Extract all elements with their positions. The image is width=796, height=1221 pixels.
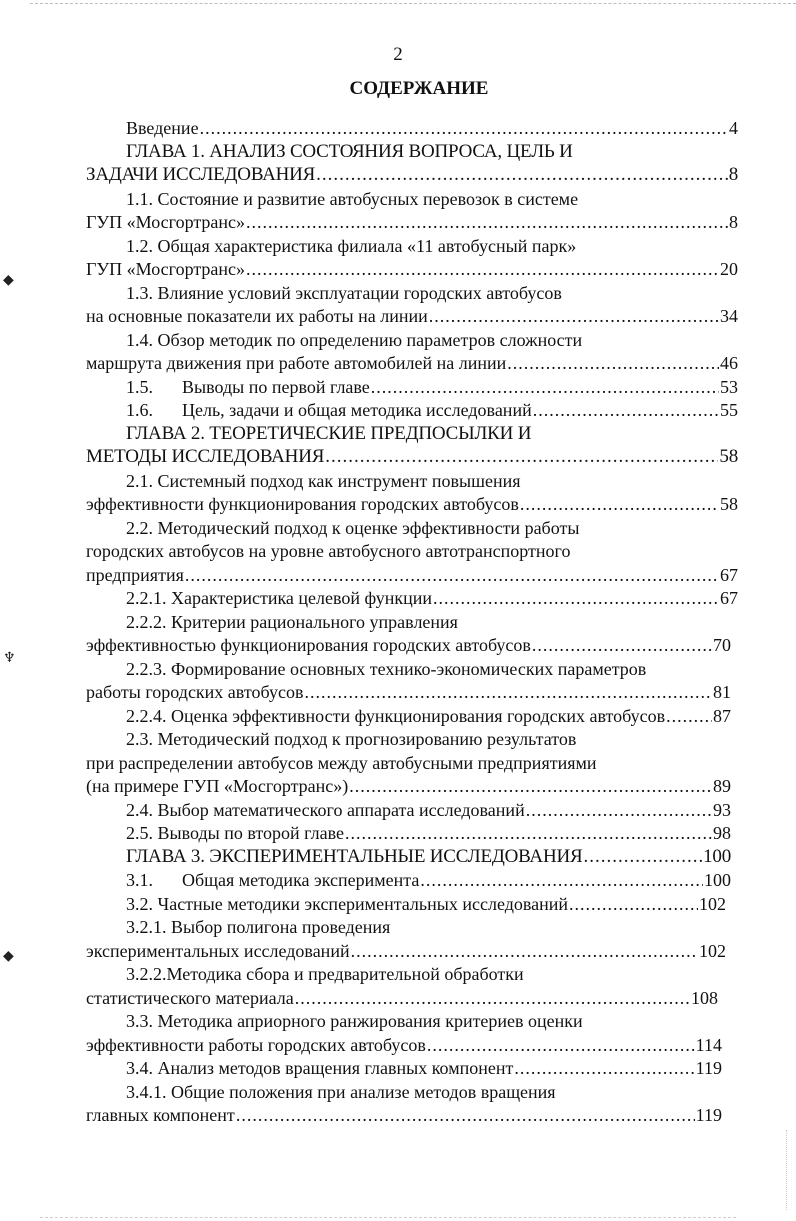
toc-entry-title: предприятия xyxy=(86,565,184,585)
toc-entry[interactable] xyxy=(126,915,746,939)
toc-entry[interactable] xyxy=(126,234,746,258)
toc-page-number: 108 xyxy=(691,988,718,1008)
toc-dot-leader xyxy=(185,563,719,587)
toc-dot-leader xyxy=(316,163,728,187)
toc-entry[interactable] xyxy=(86,492,738,516)
toc-entry-title: ГЛАВА 1. АНАЛИЗ СОСТОЯНИЯ ВОПРОСА, ЦЕЛЬ И xyxy=(126,141,573,162)
toc-dot-leader xyxy=(507,351,719,375)
toc-entry-title: главных компонент xyxy=(86,1105,235,1125)
toc-dot-leader xyxy=(514,1056,694,1080)
toc-page-number: 4 xyxy=(729,118,738,138)
toc-entry-title: эффективности функционирования городских автобусов xyxy=(86,494,519,514)
toc-chapter-heading[interactable] xyxy=(126,422,746,446)
toc-entry[interactable] xyxy=(86,210,738,234)
toc-entry[interactable] xyxy=(126,1009,746,1033)
toc-entry[interactable] xyxy=(126,375,738,399)
toc-entry[interactable] xyxy=(126,281,746,305)
toc-entry-title: 2.2.1. Характеристика целевой функции xyxy=(126,588,433,608)
toc-entry[interactable] xyxy=(126,398,738,422)
toc-page-number: 67 xyxy=(720,588,738,608)
toc-entry[interactable] xyxy=(126,187,746,211)
toc-entry-number: 3.1. xyxy=(126,870,153,890)
toc-page-number: 70 xyxy=(713,635,731,655)
toc-entry[interactable] xyxy=(126,1080,746,1104)
toc-entry-title: экспериментальных исследований xyxy=(86,941,350,961)
scan-edge-right xyxy=(786,1130,788,1210)
toc-page-number: 119 xyxy=(695,1058,722,1078)
toc-entry-title: маршрута движения при работе автомобилей на линии xyxy=(86,353,507,373)
toc-entry-title: 2.2.4. Оценка эффективности функционирования городских автобусов xyxy=(126,706,666,726)
toc-entry[interactable] xyxy=(126,610,746,634)
toc-page-number: 89 xyxy=(713,776,731,796)
toc-entry[interactable] xyxy=(126,586,738,610)
toc-dot-leader xyxy=(295,986,690,1010)
toc-entry[interactable] xyxy=(126,892,726,916)
toc-dot-leader xyxy=(666,704,712,728)
toc-page-number: 119 xyxy=(695,1105,722,1125)
toc-entry-title: 2.2.3. Формирование основных технико-экономических параметров xyxy=(126,659,647,679)
toc-entry-title: 3.2.2.Методика сбора и предварительной обработки xyxy=(126,964,524,984)
toc-entry-title: Выводы по первой главе xyxy=(182,377,370,397)
toc-page-number: 53 xyxy=(720,377,738,397)
toc-page-number: 102 xyxy=(699,894,726,914)
toc-entry-title: 1.3. Влияние условий эксплуатации городских автобусов xyxy=(126,283,562,303)
toc-entry[interactable] xyxy=(86,680,731,704)
page-title: СОДЕРЖАНИЕ xyxy=(349,78,489,99)
toc-entry-title: ГУП «Мосгортранс» xyxy=(86,259,246,279)
toc-dot-leader xyxy=(349,774,712,798)
toc-dot-leader xyxy=(371,375,719,399)
toc-page-number: 34 xyxy=(720,306,738,326)
toc-page-number: 67 xyxy=(720,565,738,585)
toc-page-number: 100 xyxy=(704,870,731,890)
toc-dot-leader xyxy=(433,586,719,610)
toc-page-number: 20 xyxy=(720,259,738,279)
toc-dot-leader xyxy=(325,445,718,469)
toc-entry-title: 2.2.2. Критерии рационального управления xyxy=(126,612,458,632)
toc-entry-title: ЗАДАЧИ ИССЛЕДОВАНИЯ xyxy=(86,164,316,185)
toc-page-number: 46 xyxy=(720,353,738,373)
toc-dot-leader xyxy=(427,1033,695,1057)
toc-page-number: 8 xyxy=(728,164,738,185)
toc-entry-title: 2.3. Методический подход к прогнозированию результатов xyxy=(126,729,577,749)
toc-page-number: 98 xyxy=(713,823,731,843)
toc-dot-leader xyxy=(533,398,719,422)
toc-dot-leader xyxy=(236,1103,695,1127)
toc-entry[interactable] xyxy=(86,939,726,963)
toc-dot-leader xyxy=(569,892,698,916)
toc-entry-title: 1.1. Состояние и развитие автобусных перевозок в системе xyxy=(126,189,579,209)
toc-dot-leader xyxy=(526,798,712,822)
toc-dot-leader xyxy=(583,845,702,869)
binder-hole-mark: ◆ xyxy=(3,272,14,288)
toc-entry-number: 1.5. xyxy=(126,377,153,397)
toc-entry[interactable] xyxy=(126,328,746,352)
toc-page-number: 58 xyxy=(719,446,738,467)
toc-entry-title: МЕТОДЫ ИССЛЕДОВАНИЯ xyxy=(86,446,325,467)
toc-chapter-heading[interactable] xyxy=(86,163,738,187)
toc-entry-title: Введение xyxy=(126,118,199,138)
toc-page-number: 87 xyxy=(713,706,731,726)
toc-entry-title: Цель, задачи и общая методика исследований xyxy=(182,400,532,420)
toc-page-number: 102 xyxy=(699,941,726,961)
toc-dot-leader xyxy=(345,821,712,845)
toc-entry[interactable] xyxy=(86,304,738,328)
toc-entry[interactable] xyxy=(86,1103,722,1127)
scan-edge-bottom xyxy=(40,1217,736,1219)
toc-page-number: 58 xyxy=(720,494,738,514)
toc-entry[interactable] xyxy=(86,351,738,375)
page-number: 2 xyxy=(393,44,403,65)
toc-chapter-heading[interactable] xyxy=(126,845,731,869)
toc-entry-title: ГЛАВА 2. ТЕОРЕТИЧЕСКИЕ ПРЕДПОСЫЛКИ И xyxy=(126,423,532,444)
toc-entry-title: 3.2.1. Выбор полигона проведения xyxy=(126,917,391,937)
toc-entry-title: 3.4. Анализ методов вращения главных компонент xyxy=(126,1058,514,1078)
toc-entry[interactable] xyxy=(126,469,746,493)
toc-entry-title: 3.2. Частные методики экспериментальных исследований xyxy=(126,894,569,914)
toc-entry-title: 1.2. Общая характеристика филиала «11 автобусный парк» xyxy=(126,236,577,256)
toc-page-number: 55 xyxy=(720,400,738,420)
toc-page-number: 93 xyxy=(713,800,731,820)
toc-dot-leader xyxy=(246,257,719,281)
toc-entry[interactable] xyxy=(86,539,746,563)
toc-entry[interactable] xyxy=(86,1033,722,1057)
toc-entry-title: 2.1. Системный подход как инструмент повышения xyxy=(126,471,521,491)
toc-entry-title: ГЛАВА 3. ЭКСПЕРИМЕНТАЛЬНЫЕ ИССЛЕДОВАНИЯ xyxy=(126,846,583,867)
toc-entry[interactable] xyxy=(126,704,731,728)
toc-dot-leader xyxy=(200,116,728,140)
toc-dot-leader xyxy=(520,492,719,516)
toc-entry-title: городских автобусов на уровне автобусного автотранспортного xyxy=(86,541,571,561)
toc-entry-title: 2.2. Методический подход к оценке эффективности работы xyxy=(126,518,580,538)
toc-entry-title: 1.4. Обзор методик по определению параметров сложности xyxy=(126,330,583,350)
toc-entry[interactable] xyxy=(126,962,746,986)
toc-entry-title: статистического материала xyxy=(86,988,294,1008)
toc-entry-title: 3.4.1. Общие положения при анализе методов вращения xyxy=(126,1082,556,1102)
toc-dot-leader xyxy=(246,210,728,234)
toc-entry-title: ГУП «Мосгортранс» xyxy=(86,212,246,232)
scan-edge-top xyxy=(30,3,796,5)
toc-entry[interactable] xyxy=(126,657,746,681)
toc-page-number: 100 xyxy=(703,846,731,867)
toc-entry[interactable] xyxy=(126,727,746,751)
toc-entry-title: на основные показатели их работы на линии xyxy=(86,306,428,326)
toc-entry[interactable] xyxy=(126,868,731,892)
toc-entry-title: эффективностью функционирования городских автобусов xyxy=(86,635,531,655)
toc-entry-title: 2.5. Выводы по второй главе xyxy=(126,823,344,843)
toc-entry-title: 3.3. Методика априорного ранжирования критериев оценки xyxy=(126,1011,583,1031)
toc-dot-leader xyxy=(429,304,719,328)
toc-entry[interactable] xyxy=(126,798,731,822)
toc-entry[interactable] xyxy=(126,1056,722,1080)
toc-dot-leader xyxy=(532,633,712,657)
toc-entry[interactable] xyxy=(126,821,731,845)
toc-chapter-heading[interactable] xyxy=(86,445,738,469)
toc-entry-title: Общая методика эксперимента xyxy=(182,870,420,890)
toc-chapter-heading[interactable] xyxy=(126,140,746,164)
toc-page-number: 8 xyxy=(729,212,738,232)
toc-entry[interactable] xyxy=(86,563,738,587)
toc-entry-title: эффективности работы городских автобусов xyxy=(86,1035,426,1055)
toc-dot-leader xyxy=(304,680,712,704)
toc-entry[interactable] xyxy=(86,986,718,1010)
binder-hole-mark: ♆ xyxy=(3,650,16,666)
toc-dot-leader xyxy=(351,939,698,963)
toc-entry[interactable] xyxy=(86,774,731,798)
toc-entry[interactable] xyxy=(86,751,746,775)
toc-entry-title: работы городских автобусов xyxy=(86,682,304,702)
toc-entry[interactable] xyxy=(86,633,731,657)
toc-entry[interactable] xyxy=(86,257,738,281)
toc-dot-leader xyxy=(420,868,703,892)
toc-entry-title: (на примере ГУП «Мосгортранс») xyxy=(86,776,349,796)
toc-page-number: 114 xyxy=(695,1035,722,1055)
binder-hole-mark: ◆ xyxy=(3,948,14,964)
toc-entry-number: 1.6. xyxy=(126,400,153,420)
toc-entry-title: при распределении автобусов между автобусными предприятиями xyxy=(86,753,597,773)
toc-entry-introduction[interactable] xyxy=(126,116,738,140)
toc-entry-title: 2.4. Выбор математического аппарата исследований xyxy=(126,800,525,820)
toc-page-number: 81 xyxy=(713,682,731,702)
toc-entry[interactable] xyxy=(126,516,746,540)
